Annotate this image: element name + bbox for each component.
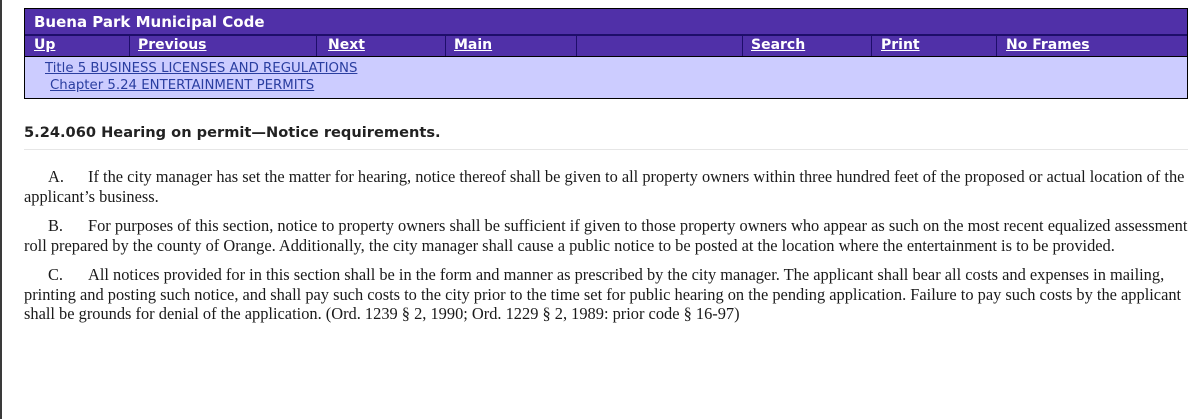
paragraph-b <box>24 216 1188 255</box>
left-border <box>0 0 2 419</box>
paragraph-text: All notices provided for in this section shall be in the form and manner as prescribed by the city manager. The applicant shall bear all costs and expenses in mailing, printing and posting such notice, and shall pay such costs to the city prior to the time set for public hearing on the pending application. Failure to pay such costs by the applicant shall be grounds for denial of the application. (Ord. 1239 § 2, 1990; Ord. 1229 § 2, 1989: prior code § 16-97) <box>24 265 1182 323</box>
section-divider <box>24 149 1188 150</box>
paragraph-marker: C. <box>48 265 64 284</box>
paragraph-c <box>24 265 1188 324</box>
paragraph-text: If the city manager has set the matter for hearing, notice thereof shall be given to all property owners within three hundred feet of the proposed or actual location of the applicant’s business. <box>24 167 1185 206</box>
main-link[interactable]: Main <box>446 36 577 56</box>
previous-link[interactable]: Previous <box>130 36 317 56</box>
up-link[interactable]: Up <box>25 36 130 56</box>
empty-nav-cell <box>577 36 743 56</box>
code-title: Buena Park Municipal Code <box>25 9 1187 36</box>
print-link[interactable]: Print <box>872 36 997 56</box>
title-breadcrumb-link[interactable]: Title 5 BUSINESS LICENSES AND REGULATIONS <box>45 61 358 76</box>
section-heading: 5.24.060 Hearing on permit—Notice requirements. <box>24 124 441 141</box>
chapter-breadcrumb-link[interactable]: Chapter 5.24 ENTERTAINMENT PERMITS <box>50 78 315 93</box>
paragraph-marker: A. <box>48 167 64 186</box>
navigation-header <box>24 8 1188 99</box>
section-body <box>24 167 1188 334</box>
nav-link-row <box>25 36 1187 57</box>
next-link[interactable]: Next <box>317 36 446 56</box>
search-link[interactable]: Search <box>743 36 872 56</box>
breadcrumb <box>25 57 1187 98</box>
paragraph-a <box>24 167 1188 206</box>
paragraph-text: For purposes of this section, notice to property owners shall be sufficient if given to those property owners who appear as such on the most recent equalized assessment roll prepared by the county of Orange. Additionally, the city manager shall cause a public notice to be posted at the location where the entertainment is to be provided. <box>24 216 1188 255</box>
no-frames-link[interactable]: No Frames <box>1006 37 1090 53</box>
paragraph-marker: B. <box>48 216 64 235</box>
